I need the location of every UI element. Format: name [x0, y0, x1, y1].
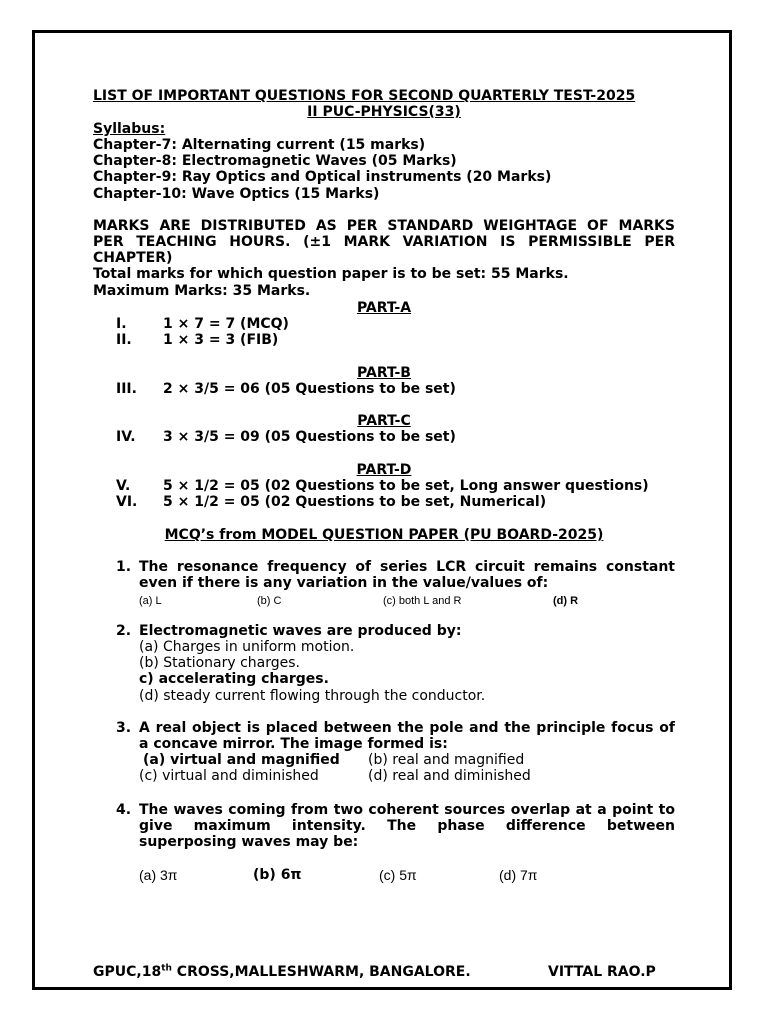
maximum-marks: Maximum Marks: 35 Marks. [93, 283, 311, 299]
part-row-text: 5 × 1/2 = 05 (02 Questions to be set, Numerical) [163, 494, 547, 510]
footer-address-sup: th [161, 963, 172, 974]
part-row-number: I. [116, 316, 127, 332]
part-row-text: 2 × 3/5 = 06 (05 Questions to be set) [163, 381, 456, 397]
question-text: The waves coming from two coherent sources overlap at a point to [139, 802, 675, 818]
option: (b) Stationary charges. [139, 655, 301, 671]
option: (c) 5π [379, 867, 417, 883]
option: (a) L [139, 595, 162, 607]
part-title: PART-A [356, 300, 412, 316]
question-text: Electromagnetic waves are produced by: [139, 623, 462, 639]
option-answer: (d) R [553, 595, 579, 607]
marks-note-line: CHAPTER) [93, 250, 173, 266]
part-row-number: V. [116, 478, 131, 494]
syllabus-chapter: Chapter-7: Alternating current (15 marks) [93, 137, 426, 153]
option: (b) real and magnified [368, 752, 525, 768]
option-answer: (a) virtual and magnified [143, 752, 340, 768]
question-number: 4. [116, 802, 132, 818]
total-marks: Total marks for which question paper is to be set: 55 Marks. [93, 266, 569, 282]
part-title: PART-D [356, 462, 412, 478]
part-row-text: 5 × 1/2 = 05 (02 Questions to be set, Long answer questions) [163, 478, 649, 494]
part-row-text: 3 × 3/5 = 09 (05 Questions to be set) [163, 429, 456, 445]
part-row-number: IV. [116, 429, 136, 445]
question-text: The resonance frequency of series LCR circuit remains constant [139, 559, 675, 575]
question-text: give maximum intensity. The phase difference between [139, 818, 675, 834]
option: (c) both L and R [383, 595, 462, 607]
option: (d) steady current flowing through the conductor. [139, 688, 486, 704]
syllabus-chapter: Chapter-8: Electromagnetic Waves (05 Marks) [93, 153, 457, 169]
part-row-number: VI. [116, 494, 138, 510]
page-subtitle: II PUC-PHYSICS(33) [307, 104, 461, 120]
part-title: PART-C [357, 413, 411, 429]
marks-note-line: PER TEACHING HOURS. (±1 MARK VARIATION IS PERMISSIBLE PER [93, 234, 675, 250]
option: (d) 7π [499, 867, 538, 883]
question-text: a concave mirror. The image formed is: [139, 736, 448, 752]
footer-author: VITTAL RAO.P [548, 964, 656, 980]
option-answer: (b) 6π [253, 867, 302, 883]
option: (a) 3π [139, 867, 178, 883]
syllabus-chapter: Chapter-10: Wave Optics (15 Marks) [93, 186, 380, 202]
option-answer: c) accelerating charges. [139, 671, 329, 687]
part-title: PART-B [357, 365, 411, 381]
question-text: even if there is any variation in the value/values of: [139, 575, 549, 591]
page-title: LIST OF IMPORTANT QUESTIONS FOR SECOND QUARTERLY TEST-2025 [93, 88, 636, 104]
question-text: A real object is placed between the pole and the principle focus of [139, 720, 675, 736]
part-row-text: 1 × 7 = 7 (MCQ) [163, 316, 289, 332]
footer-address-part: CROSS,MALLESHWARM, BANGALORE. [171, 964, 471, 980]
option: (d) real and diminished [368, 768, 531, 784]
option: (c) virtual and diminished [139, 768, 319, 784]
option: (b) C [257, 595, 282, 607]
syllabus-chapter: Chapter-9: Ray Optics and Optical instruments (20 Marks) [93, 169, 552, 185]
question-number: 3. [116, 720, 132, 736]
marks-note-line: MARKS ARE DISTRIBUTED AS PER STANDARD WEIGHTAGE OF MARKS [93, 218, 675, 234]
syllabus-label: Syllabus: [93, 121, 166, 137]
mcq-heading: MCQ’s from MODEL QUESTION PAPER (PU BOARD-2025) [164, 527, 604, 543]
part-row-text: 1 × 3 = 3 (FIB) [163, 332, 279, 348]
part-row-number: III. [116, 381, 137, 397]
question-number: 2. [116, 623, 132, 639]
question-number: 1. [116, 559, 132, 575]
footer-address-part: GPUC,18 [93, 964, 162, 980]
footer-address [93, 964, 471, 980]
question-text: superposing waves may be: [139, 834, 359, 850]
option: (a) Charges in uniform motion. [139, 639, 355, 655]
part-row-number: II. [116, 332, 132, 348]
